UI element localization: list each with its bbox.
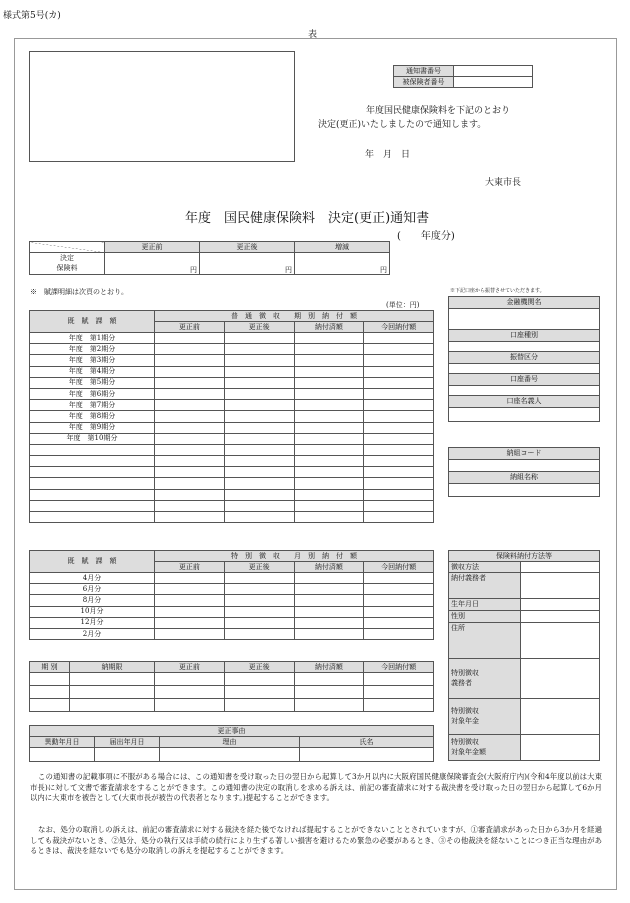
pay-r7: 特別徴収 <box>451 707 479 716</box>
pay-r1: 徴収方法 <box>449 562 521 573</box>
table-row <box>30 333 434 344</box>
table-row <box>30 444 434 455</box>
sum-before-value: 円 <box>105 253 200 275</box>
table-row <box>30 489 434 500</box>
spec-cell <box>155 584 225 595</box>
unit-label: (単位：円) <box>386 301 420 309</box>
date-line: 年 月 日 <box>365 150 411 160</box>
ord-cell <box>224 489 294 500</box>
reason-table <box>29 725 434 762</box>
spec-row-label: 6月分 <box>30 584 155 595</box>
ord-cell <box>155 467 225 478</box>
ord-c1: 更正前 <box>155 322 225 333</box>
ord-cell <box>224 456 294 467</box>
spec-row-label: 2月分 <box>30 628 155 639</box>
ord-row-label: 年度 第4期分 <box>30 366 155 377</box>
ord-cell <box>155 433 225 444</box>
ord-cell <box>224 366 294 377</box>
ord-cell <box>364 500 434 511</box>
ord-cell <box>155 344 225 355</box>
summary-table <box>29 241 390 275</box>
code-l1: 納組コード <box>449 448 600 460</box>
ord-cell <box>155 411 225 422</box>
bank-table <box>448 296 600 422</box>
ord-cell <box>294 444 364 455</box>
table-row <box>30 628 434 639</box>
table-row <box>30 573 434 584</box>
spec-cell <box>294 573 364 584</box>
ord-cell <box>364 433 434 444</box>
ord-cell <box>155 366 225 377</box>
period-h5: 納付済額 <box>294 662 364 673</box>
note-detail: ※ 賦課明細は次頁のとおり。 <box>30 288 128 296</box>
ord-cell <box>364 467 434 478</box>
ord-cell <box>294 388 364 399</box>
ord-row-label: 年度 第6期分 <box>30 388 155 399</box>
ord-cell <box>224 333 294 344</box>
subtitle: ( 年度分) <box>397 231 455 242</box>
spec-row-label: 12月分 <box>30 617 155 628</box>
ord-cell <box>224 355 294 366</box>
ord-cell <box>224 377 294 388</box>
sum-row-label1: 決定 <box>60 254 74 263</box>
ord-row-label <box>30 444 155 455</box>
insured-no-label: 被保険者番号 <box>394 77 454 88</box>
special-collection-table <box>29 550 434 640</box>
pay-r5: 住所 <box>449 623 521 659</box>
ord-cell <box>294 344 364 355</box>
spec-cell <box>224 628 294 639</box>
ord-cell <box>294 489 364 500</box>
ord-cell <box>224 478 294 489</box>
spec-label: 既 賦 課 額 <box>30 551 155 573</box>
ord-row-label <box>30 478 155 489</box>
pay-title: 保険料納付方法等 <box>449 551 600 562</box>
ord-cell <box>364 377 434 388</box>
ord-cell <box>364 344 434 355</box>
spec-cell <box>364 628 434 639</box>
footer-paragraph-2: なお、処分の取消しの訴えは、前記の審査請求に対する裁決を経た後でなければ提起することができないこととされていますが、①審査請求があった日から3か月を経過しても裁決がないとき、②処分、処分の執行又は手続の続行により生ずる著しい損害を避けるため緊急の必要があるとき、③その他裁決を経ないことにつき正当な理由があるときは、裁決を経ないでも処分の取消しの訴えを提起することができます。 <box>30 825 602 856</box>
ord-cell <box>155 400 225 411</box>
reason-h4: 氏名 <box>300 737 434 748</box>
ord-title: 普 通 徴 収 期 別 納 付 額 <box>155 311 434 322</box>
pay-r6b: 義務者 <box>451 678 472 687</box>
ord-cell <box>364 411 434 422</box>
period-h6: 今回納付額 <box>364 662 434 673</box>
ord-cell <box>155 500 225 511</box>
pay-r3: 生年月日 <box>449 599 521 611</box>
notice-no-value <box>454 66 533 77</box>
sum-after-value: 円 <box>200 253 295 275</box>
table-row <box>30 433 434 444</box>
ord-cell <box>364 400 434 411</box>
table-row <box>30 467 434 478</box>
ord-c3: 納付済額 <box>294 322 364 333</box>
ord-cell <box>294 355 364 366</box>
footer-paragraph-1: この通知書の記載事項に不服がある場合には、この通知書を受け取った日の翌日から起算して3か月以内に大阪府国民健康保険審査会(大阪府庁内)(令和4年度以前は大東市長)に対して文書で審査請求をすることができます。この通知書の決定の取消しを求める訴えは、前記の審査請求に対する裁決書を受け取った日の翌日から起算して6か月以内に大東市を被告として(大東市長が被告の代表者となります。)提起することができます。 <box>30 772 602 803</box>
bank-l3: 振替区分 <box>449 352 600 364</box>
period-h2: 納期限 <box>70 662 155 673</box>
ord-cell <box>224 512 294 523</box>
ord-row-label <box>30 500 155 511</box>
table-row <box>30 606 434 617</box>
pay-r6: 特別徴収 <box>451 669 479 678</box>
ord-cell <box>364 444 434 455</box>
summary-corner <box>30 242 105 253</box>
ord-cell <box>294 512 364 523</box>
spec-cell <box>364 606 434 617</box>
table-row <box>30 422 434 433</box>
ord-cell <box>364 422 434 433</box>
spec-row-label: 8月分 <box>30 595 155 606</box>
ord-cell <box>364 489 434 500</box>
ord-cell <box>155 333 225 344</box>
ord-cell <box>155 444 225 455</box>
intro-line2: 決定(更正)いたしましたので通知します。 <box>318 120 487 130</box>
ord-cell <box>224 388 294 399</box>
bank-l5: 口座名義人 <box>449 396 600 408</box>
ord-row-label: 年度 第9期分 <box>30 422 155 433</box>
ord-cell <box>155 478 225 489</box>
ord-cell <box>155 355 225 366</box>
notice-no-label: 通知書番号 <box>394 66 454 77</box>
sum-h-after: 更正後 <box>200 242 295 253</box>
form-id: 様式第5号(カ) <box>3 11 61 21</box>
spec-title: 特 別 徴 収 月 別 納 付 額 <box>155 551 434 562</box>
reason-title: 更正事由 <box>30 726 434 737</box>
ord-cell <box>155 388 225 399</box>
spec-cell <box>224 584 294 595</box>
ord-cell <box>294 433 364 444</box>
spec-cell <box>155 628 225 639</box>
ord-cell <box>294 500 364 511</box>
spec-cell <box>294 584 364 595</box>
spec-cell <box>224 617 294 628</box>
ord-cell <box>294 411 364 422</box>
table-row <box>30 456 434 467</box>
ord-cell <box>224 433 294 444</box>
table-row <box>30 512 434 523</box>
table-row <box>30 411 434 422</box>
ord-cell <box>155 489 225 500</box>
ord-row-label: 年度 第2期分 <box>30 344 155 355</box>
reason-h3: 理由 <box>160 737 300 748</box>
side-label: 表 <box>308 30 318 40</box>
address-window <box>29 51 295 162</box>
spec-row-label: 4月分 <box>30 573 155 584</box>
ord-cell <box>294 377 364 388</box>
spec-cell <box>364 584 434 595</box>
ord-row-label: 年度 第10期分 <box>30 433 155 444</box>
table-row <box>30 584 434 595</box>
reason-h1: 異動年月日 <box>30 737 95 748</box>
pay-r7b: 対象年金 <box>451 716 479 725</box>
ord-cell <box>364 478 434 489</box>
table-row <box>30 500 434 511</box>
reason-h2: 届出年月日 <box>95 737 160 748</box>
spec-cell <box>224 595 294 606</box>
spec-cell <box>364 617 434 628</box>
ord-row-label <box>30 456 155 467</box>
ord-row-label: 年度 第1期分 <box>30 333 155 344</box>
ord-cell <box>294 333 364 344</box>
spec-cell <box>155 606 225 617</box>
ord-row-label: 年度 第3期分 <box>30 355 155 366</box>
intro-line1: 年度国民健康保険料を下記のとおり <box>366 106 511 116</box>
sum-row-label2: 保険料 <box>56 263 78 272</box>
sum-diff-value: 円 <box>295 253 390 275</box>
period-table <box>29 661 434 712</box>
ord-cell <box>364 512 434 523</box>
ord-row-label <box>30 512 155 523</box>
ord-cell <box>294 422 364 433</box>
ord-cell <box>155 422 225 433</box>
ord-cell <box>155 456 225 467</box>
spec-cell <box>155 573 225 584</box>
pay-r4: 性別 <box>449 611 521 623</box>
notice-number-table <box>393 65 533 88</box>
issuer: 大東市長 <box>485 178 522 188</box>
ord-cell <box>224 344 294 355</box>
pay-r8: 特別徴収 <box>451 738 479 747</box>
collection-code-table <box>448 447 600 497</box>
ord-cell <box>364 456 434 467</box>
ord-cell <box>364 333 434 344</box>
period-h4: 更正後 <box>224 662 294 673</box>
sum-h-before: 更正前 <box>105 242 200 253</box>
table-row <box>30 478 434 489</box>
pay-r8b: 対象年金額 <box>451 747 486 756</box>
table-row <box>30 388 434 399</box>
period-h3: 更正前 <box>155 662 225 673</box>
bank-l4: 口座番号 <box>449 374 600 386</box>
table-row <box>30 595 434 606</box>
ord-cell <box>224 500 294 511</box>
table-row <box>30 344 434 355</box>
spec-cell <box>364 573 434 584</box>
ord-c2: 更正後 <box>224 322 294 333</box>
spec-c3: 納付済額 <box>294 562 364 573</box>
spec-cell <box>155 595 225 606</box>
table-row <box>30 377 434 388</box>
ord-row-label: 年度 第7期分 <box>30 400 155 411</box>
payment-method-table <box>448 550 600 761</box>
spec-c4: 今回納付額 <box>364 562 434 573</box>
ord-cell <box>224 411 294 422</box>
ord-cell <box>224 467 294 478</box>
table-row <box>30 400 434 411</box>
spec-cell <box>294 617 364 628</box>
ord-cell <box>294 366 364 377</box>
ord-c4: 今回納付額 <box>364 322 434 333</box>
code-l2: 納組名称 <box>449 472 600 484</box>
spec-cell <box>294 606 364 617</box>
spec-cell <box>364 595 434 606</box>
spec-c2: 更正後 <box>224 562 294 573</box>
ord-cell <box>364 388 434 399</box>
ord-label: 既 賦 課 額 <box>30 311 155 333</box>
ord-cell <box>224 444 294 455</box>
ord-cell <box>224 422 294 433</box>
period-h1: 期 別 <box>30 662 70 673</box>
insured-no-value <box>454 77 533 88</box>
ord-cell <box>364 366 434 377</box>
ord-cell <box>224 400 294 411</box>
spec-row-label: 10月分 <box>30 606 155 617</box>
main-title: 年度 国民健康保険料 決定(更正)通知書 <box>185 211 430 226</box>
spec-cell <box>224 606 294 617</box>
ord-row-label: 年度 第5期分 <box>30 377 155 388</box>
bank-note: ※下記口座から振替させていただきます。 <box>450 288 545 294</box>
ord-cell <box>364 355 434 366</box>
ord-row-label <box>30 467 155 478</box>
ord-cell <box>294 478 364 489</box>
bank-l1: 金融機関名 <box>449 297 600 309</box>
table-row <box>30 366 434 377</box>
spec-cell <box>294 628 364 639</box>
ord-cell <box>294 456 364 467</box>
pay-r2: 納付義務者 <box>449 573 521 599</box>
ord-cell <box>155 377 225 388</box>
ord-cell <box>155 512 225 523</box>
table-row <box>30 617 434 628</box>
bank-l2: 口座種別 <box>449 330 600 342</box>
spec-c1: 更正前 <box>155 562 225 573</box>
spec-cell <box>294 595 364 606</box>
ord-row-label <box>30 489 155 500</box>
ord-cell <box>294 467 364 478</box>
ord-row-label: 年度 第8期分 <box>30 411 155 422</box>
ord-cell <box>294 400 364 411</box>
table-row <box>30 355 434 366</box>
sum-h-diff: 増減 <box>295 242 390 253</box>
ordinary-collection-table <box>29 310 434 523</box>
spec-cell <box>155 617 225 628</box>
spec-cell <box>224 573 294 584</box>
